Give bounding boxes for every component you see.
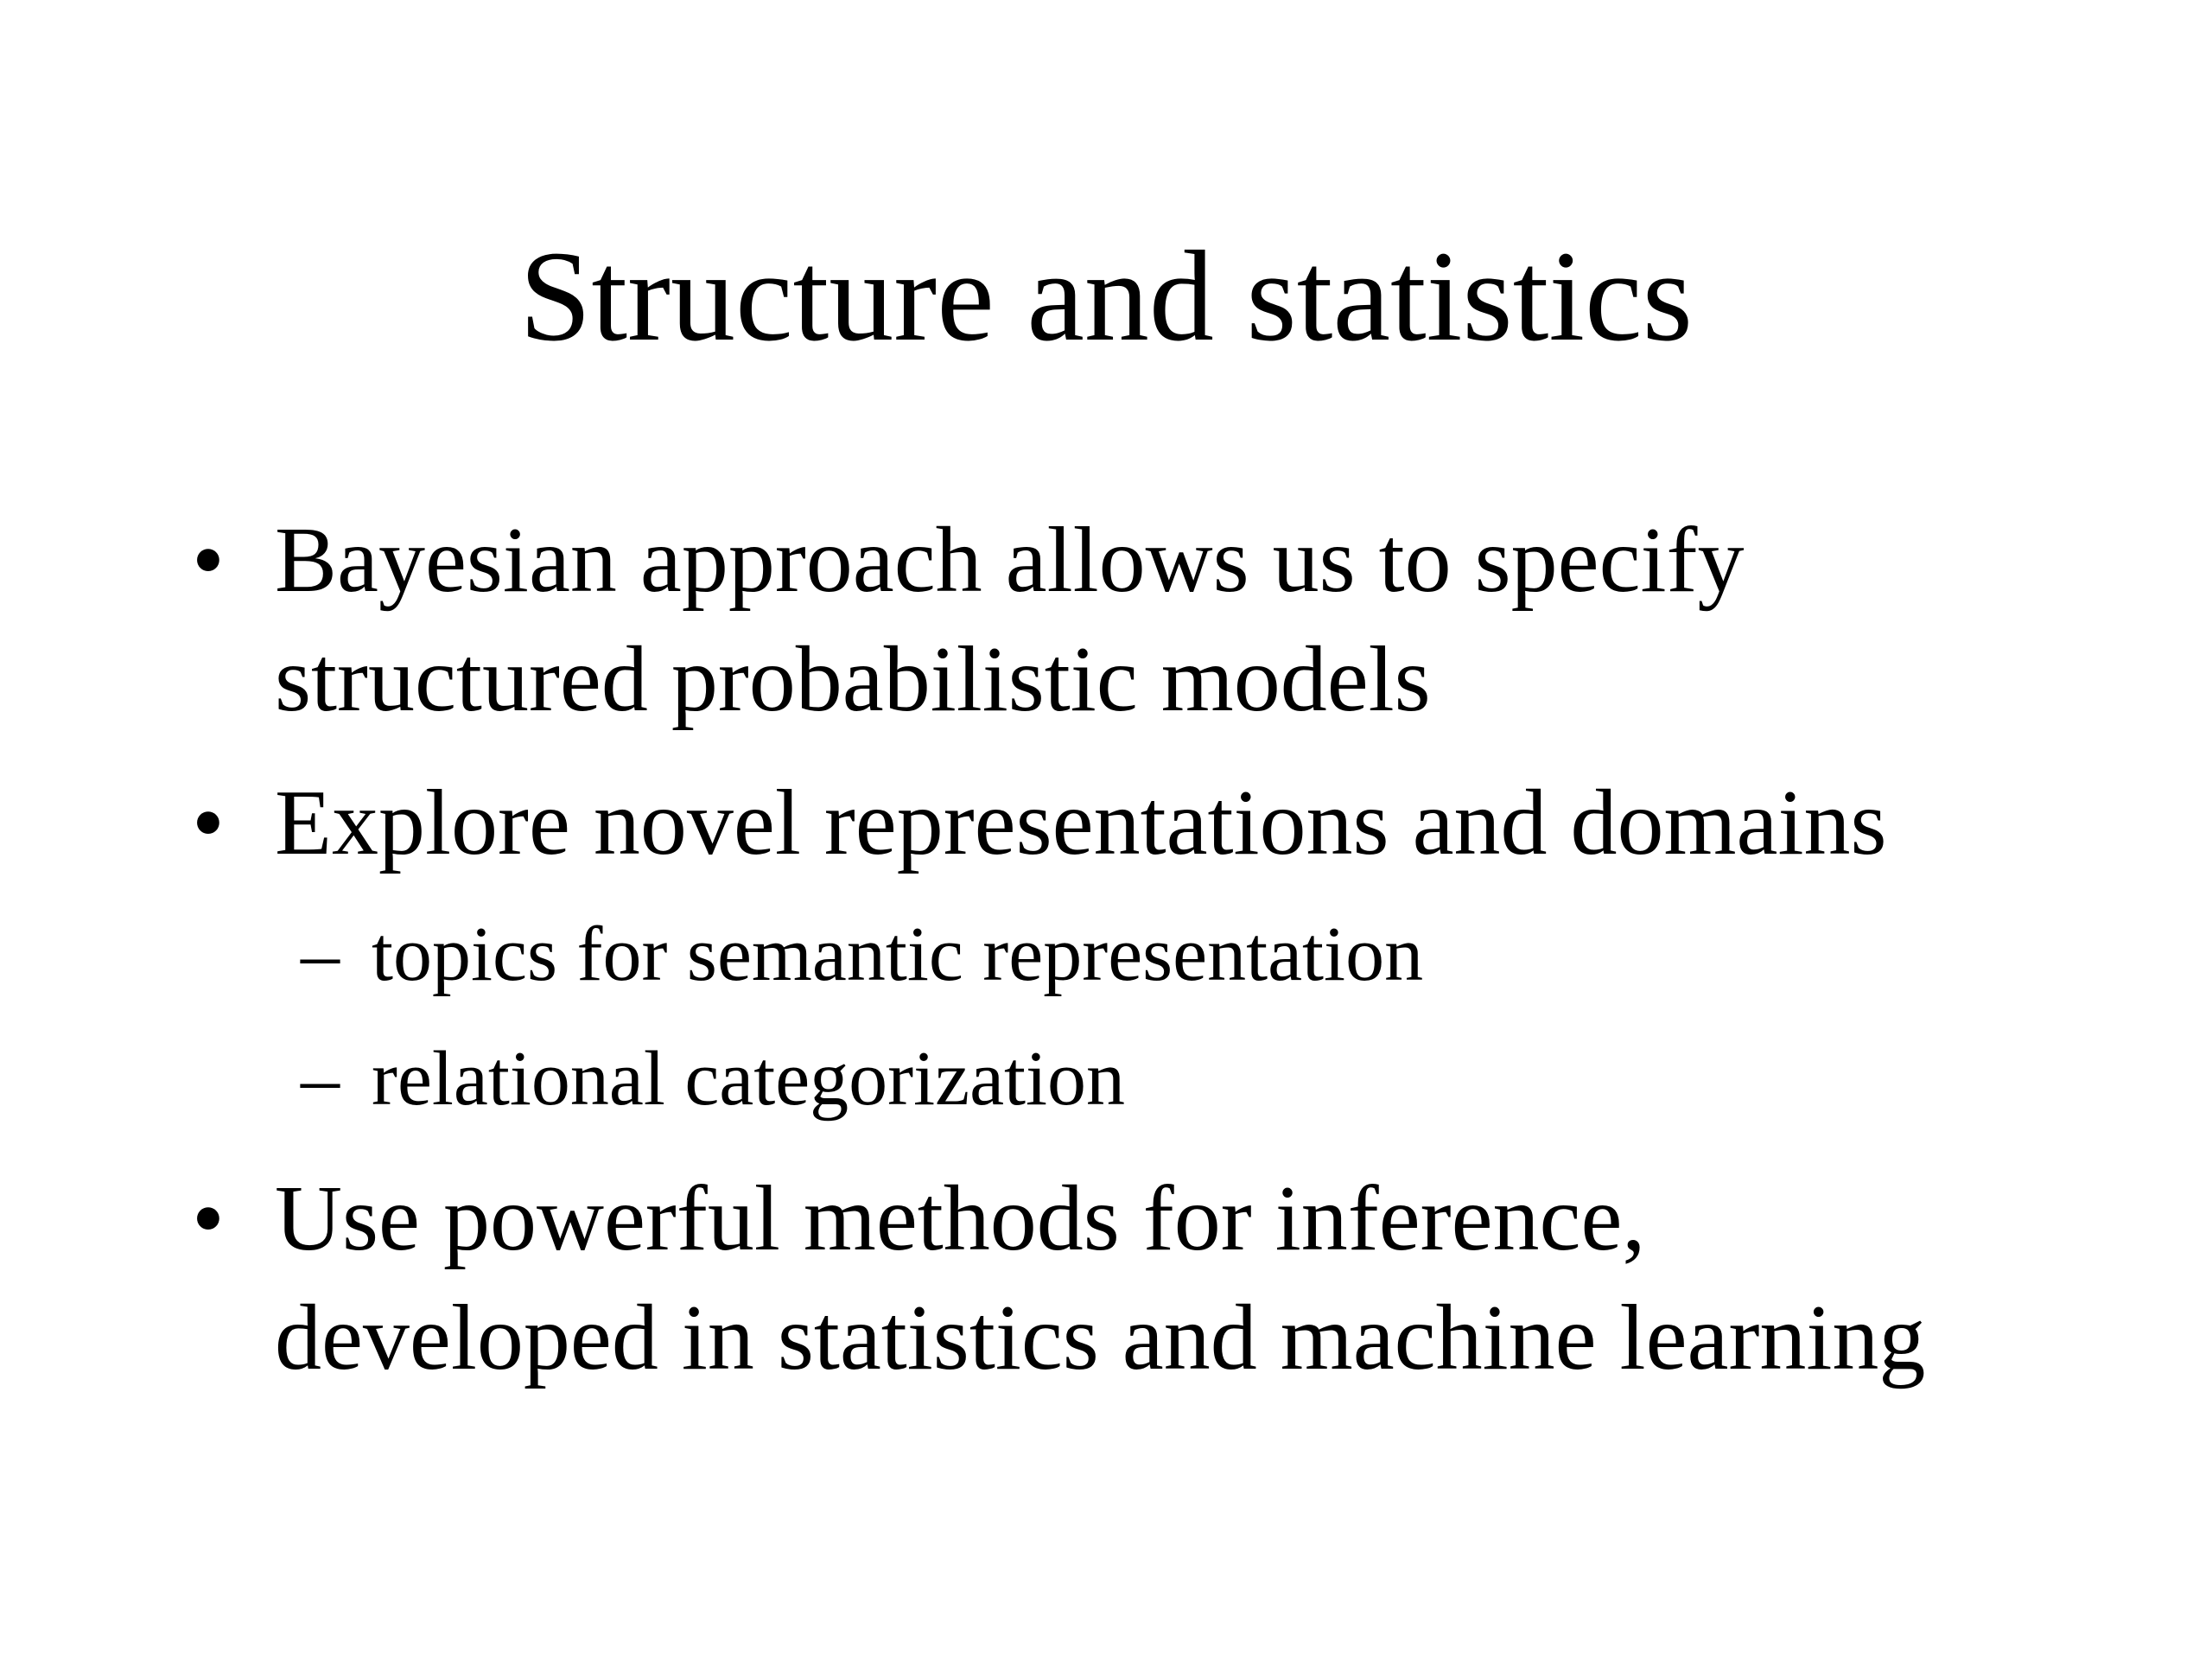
- sub-bullet-text: topics for semantic representation: [372, 912, 1424, 997]
- bullet-marker: •: [192, 772, 225, 874]
- bullet-line: Use powerful methods for inference,: [275, 1167, 1646, 1270]
- bullet-line: developed in statistics and machine learning: [275, 1287, 1926, 1389]
- sub-bullet-marker: –: [301, 912, 340, 997]
- bullet-line: Explore novel representations and domains: [275, 772, 1887, 874]
- bullet-line: structured probabilistic models: [275, 628, 1431, 731]
- sub-bullet-text: relational categorization: [372, 1036, 1126, 1122]
- bullet-marker: •: [192, 1167, 225, 1270]
- slide-title: Structure and statistics: [518, 225, 1694, 368]
- sub-bullet-marker: –: [301, 1036, 340, 1122]
- bullet-line: Bayesian approach allows us to specify: [275, 509, 1745, 612]
- bullet-marker: •: [192, 509, 225, 612]
